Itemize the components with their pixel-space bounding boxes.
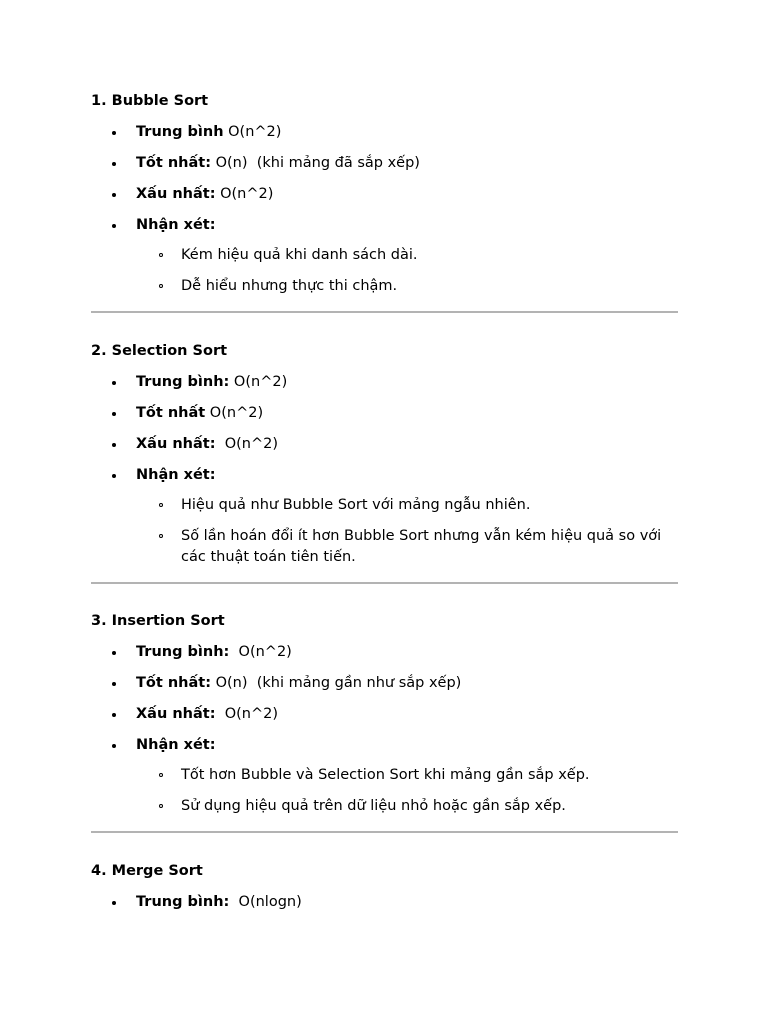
note-text: Dễ hiểu nhưng thực thi chậm. [181, 278, 398, 294]
bullet-icon [112, 131, 116, 135]
section-selection-sort [91, 341, 678, 568]
note-item [91, 526, 678, 568]
complexity-list [91, 122, 678, 297]
note-text: Kém hiệu quả khi danh sách dài. [181, 247, 418, 263]
list-item [91, 735, 678, 817]
item-label: Xấu nhất: [136, 436, 216, 452]
item-label: Tốt nhất [136, 405, 206, 421]
item-value: O(n) (khi mảng đã sắp xếp) [211, 155, 420, 171]
note-item [91, 796, 678, 817]
note-text: Số lần hoán đổi ít hơn Bubble Sort nhưng vẫn kém hiệu quả so với các thuật toán tiên tiến. [181, 528, 662, 565]
item-value: O(n^2) [215, 186, 274, 202]
divider [91, 311, 678, 313]
item-value: O(nlogn) [229, 894, 302, 910]
list-item [91, 403, 678, 423]
bullet-icon [112, 474, 116, 478]
section-bubble-sort [91, 91, 678, 297]
item-label: Trung bình [136, 124, 224, 140]
item-label: Trung bình: [136, 894, 230, 910]
item-value: O(n^2) [223, 124, 282, 140]
item-label: Nhận xét: [136, 217, 216, 233]
note-item [91, 495, 678, 516]
notes-list [91, 765, 678, 817]
note-text: Tốt hơn Bubble và Selection Sort khi mảng gần sắp xếp. [181, 767, 590, 783]
item-label: Trung bình: [136, 644, 230, 660]
sub-bullet-icon [159, 534, 163, 538]
divider [91, 582, 678, 584]
section-heading: 2. Selection Sort [91, 343, 228, 359]
section-insertion-sort [91, 611, 678, 817]
sub-bullet-icon [159, 253, 163, 257]
section-heading: 4. Merge Sort [91, 863, 203, 879]
list-item [91, 642, 678, 662]
list-item [91, 465, 678, 568]
item-label: Tốt nhất: [136, 675, 211, 691]
notes-list [91, 495, 678, 568]
item-label: Nhận xét: [136, 467, 216, 483]
complexity-list [91, 642, 678, 817]
bullet-icon [112, 162, 116, 166]
note-item [91, 276, 678, 297]
note-item [91, 245, 678, 266]
bullet-icon [112, 651, 116, 655]
item-label: Tốt nhất: [136, 155, 211, 171]
list-item [91, 153, 678, 173]
item-label: Nhận xét: [136, 737, 216, 753]
notes-list [91, 245, 678, 297]
bullet-icon [112, 224, 116, 228]
list-item [91, 892, 678, 912]
bullet-icon [112, 443, 116, 447]
list-item [91, 704, 678, 724]
complexity-list [91, 372, 678, 568]
list-item [91, 434, 678, 454]
item-label: Xấu nhất: [136, 706, 216, 722]
bullet-icon [112, 713, 116, 717]
list-item [91, 122, 678, 142]
item-value: O(n^2) [215, 436, 279, 452]
sub-bullet-icon [159, 773, 163, 777]
item-value: O(n^2) [205, 405, 264, 421]
bullet-icon [112, 193, 116, 197]
bullet-icon [112, 901, 116, 905]
section-merge-sort [91, 861, 678, 912]
item-value: O(n^2) [215, 706, 279, 722]
item-value: O(n^2) [229, 374, 288, 390]
bullet-icon [112, 412, 116, 416]
item-value: O(n) (khi mảng gần như sắp xếp) [211, 675, 462, 691]
section-heading: 3. Insertion Sort [91, 613, 225, 629]
list-item [91, 184, 678, 204]
bullet-icon [112, 381, 116, 385]
section-heading: 1. Bubble Sort [91, 93, 209, 109]
item-label: Trung bình: [136, 374, 230, 390]
item-value: O(n^2) [229, 644, 292, 660]
note-text: Hiệu quả như Bubble Sort với mảng ngẫu nhiên. [181, 497, 531, 513]
note-text: Sử dụng hiệu quả trên dữ liệu nhỏ hoặc gần sắp xếp. [181, 798, 566, 814]
divider [91, 831, 678, 833]
item-label: Xấu nhất: [136, 186, 216, 202]
list-item [91, 372, 678, 392]
bullet-icon [112, 682, 116, 686]
note-item [91, 765, 678, 786]
bullet-icon [112, 744, 116, 748]
sub-bullet-icon [159, 284, 163, 288]
list-item [91, 215, 678, 297]
sub-bullet-icon [159, 503, 163, 507]
list-item [91, 673, 678, 693]
complexity-list [91, 892, 678, 912]
sub-bullet-icon [159, 804, 163, 808]
